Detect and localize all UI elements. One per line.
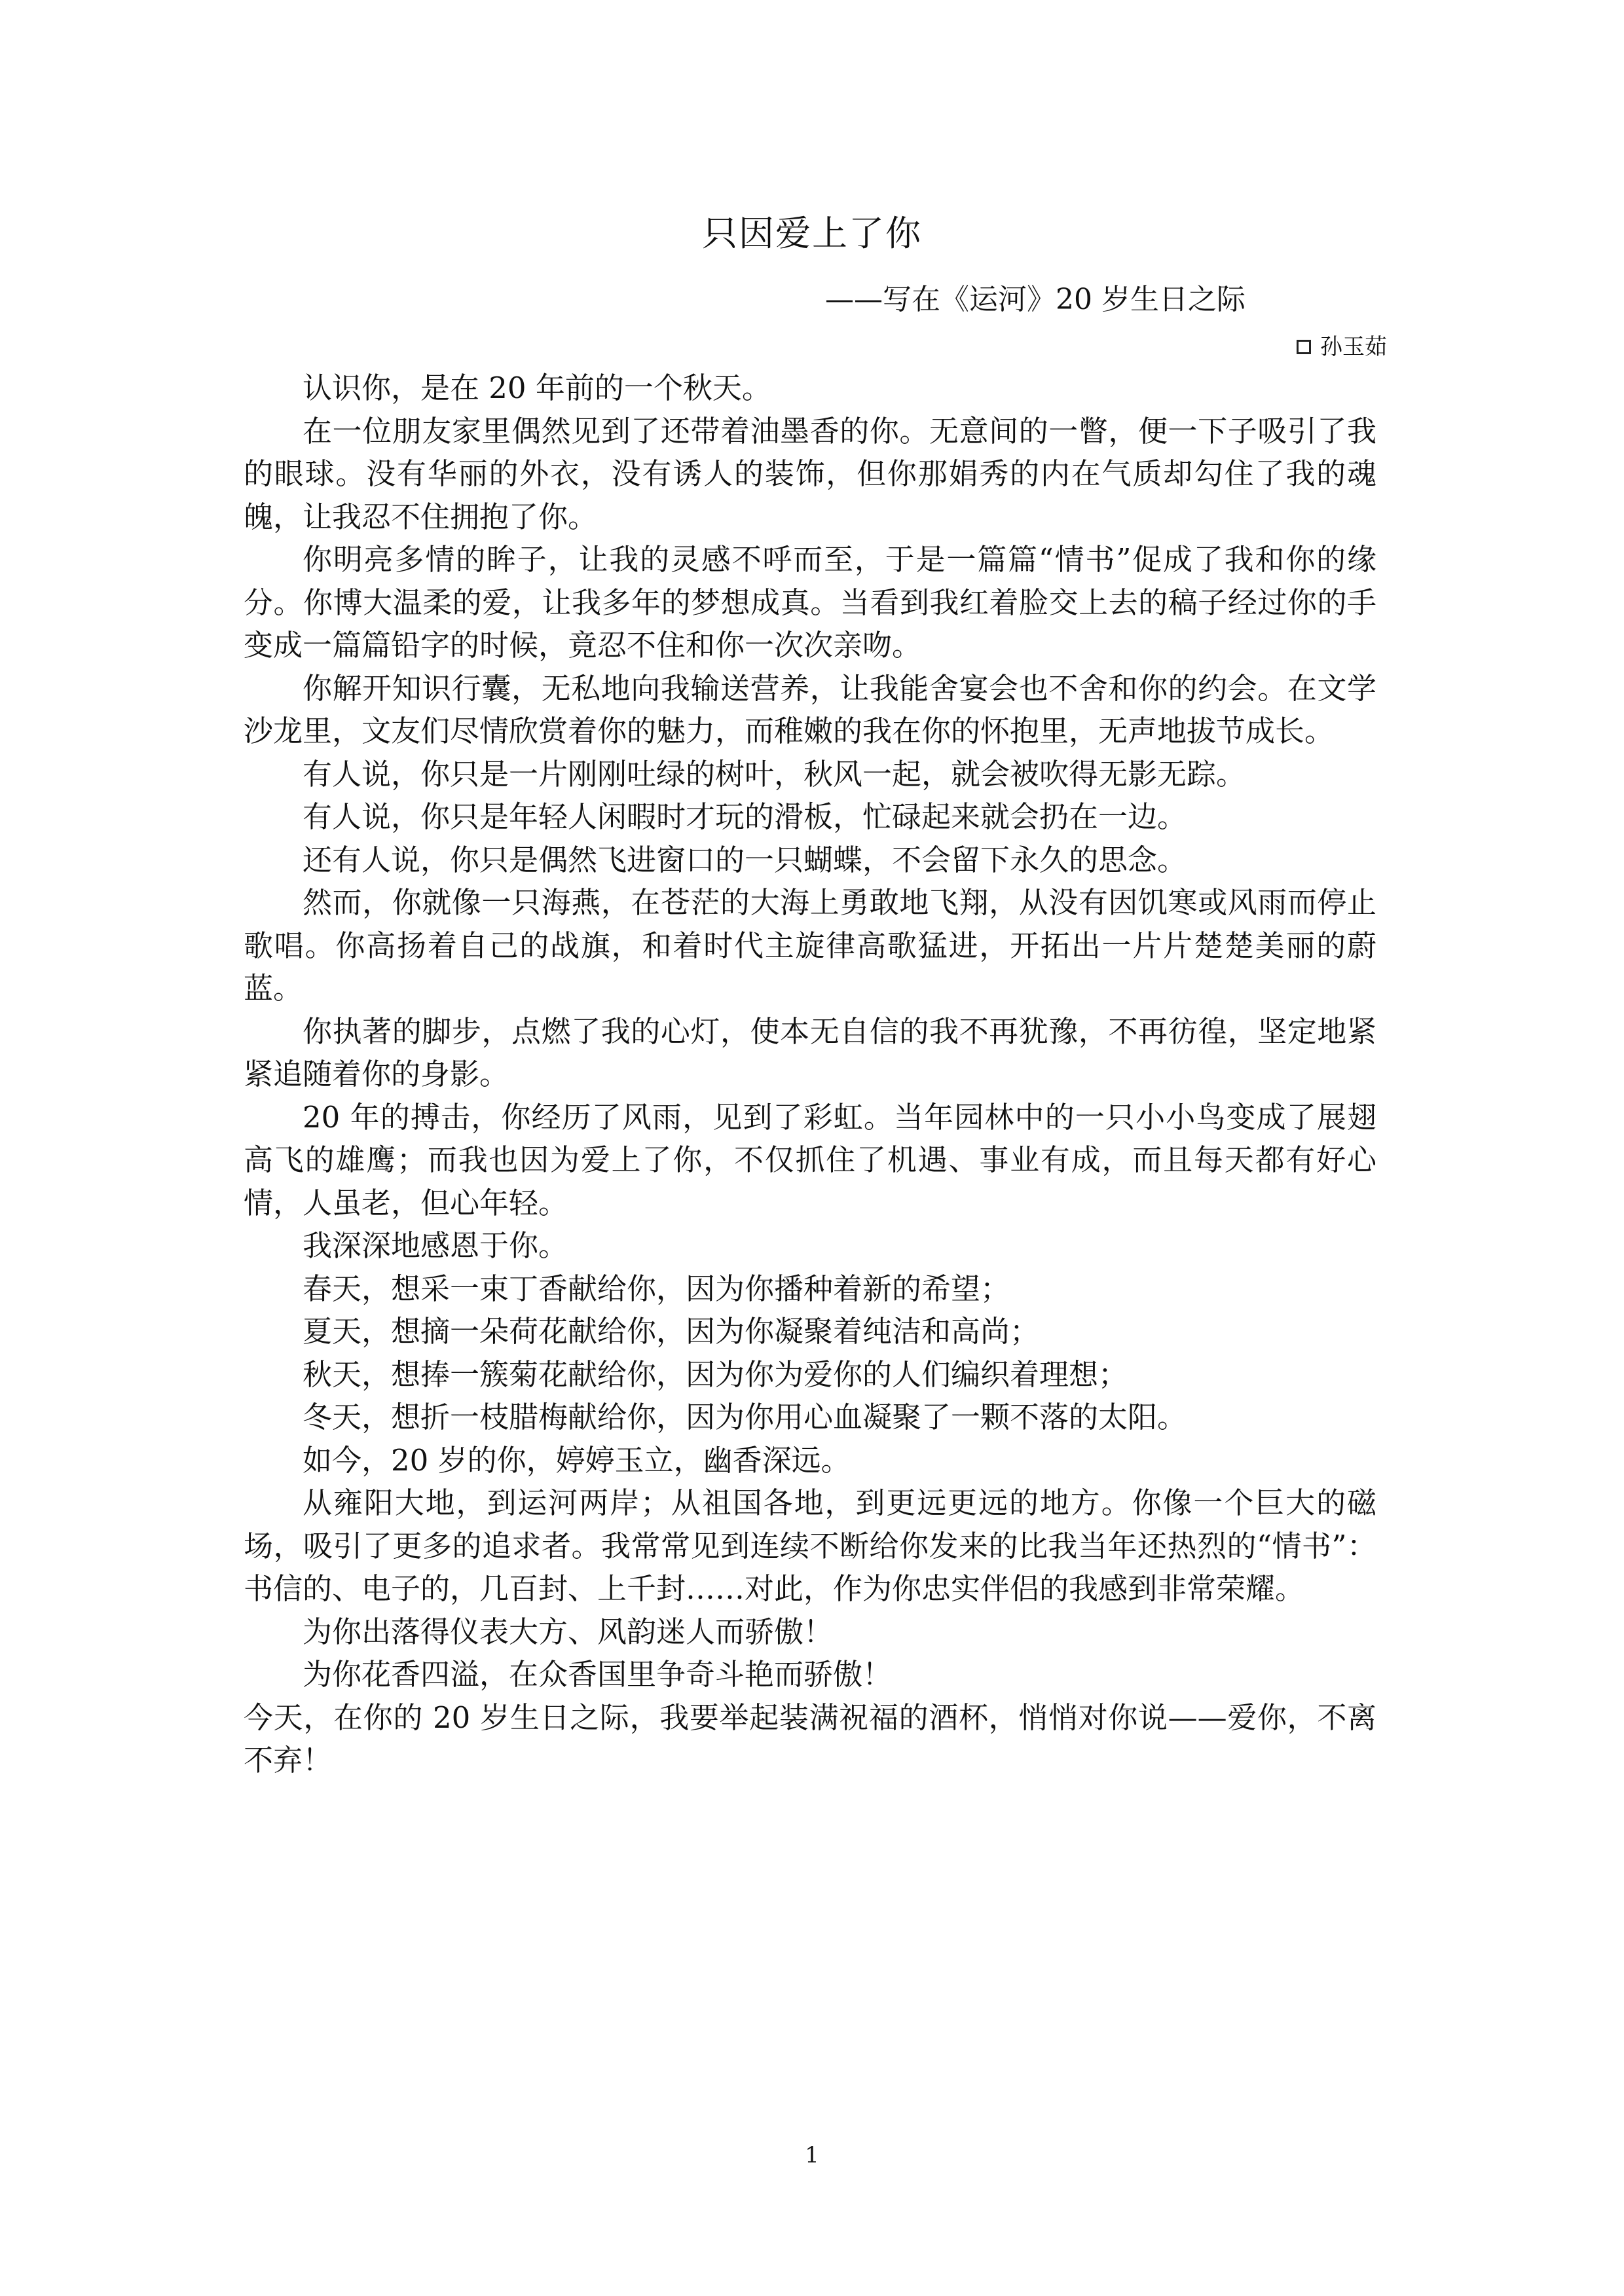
body-paragraph: 如今，20 岁的你，婷婷玉立，幽香深远。 xyxy=(303,1442,851,1478)
page-number: 1 xyxy=(805,2142,819,2168)
author-name: 孙玉茹 xyxy=(1320,334,1387,360)
body-paragraph: 为你花香四溢，在众香国里争奇斗艳而骄傲！ xyxy=(303,1657,893,1692)
article-title: 只因爱上了你 xyxy=(702,213,922,254)
body-paragraph: 有人说，你只是一片刚刚吐绿的树叶，秋风一起，就会被吹得无影无踪。 xyxy=(303,756,1246,792)
closing-paragraph: 今天，在你的 20 岁生日之际，我要举起装满祝福的酒杯，悄悄对你说——爱你，不离不弃！ xyxy=(244,1700,1376,1777)
body-paragraph: 认识你，是在 20 年前的一个秋天。 xyxy=(303,371,771,405)
body-paragraph: 你解开知识行囊，无私地向我输送营养，让我能舍宴会也不舍和你的约会。在文学沙龙里，文友们尽情欣赏着你的魅力，而稚嫩的我在你的怀抱里，无声地拔节成长。 xyxy=(244,670,1376,748)
body-paragraph: 在一位朋友家里偶然见到了还带着油墨香的你。无意间的一瞥，便一下子吸引了我的眼球。没有华丽的外衣，没有诱人的装饰，但你那娟秀的内在气质却勾住了我的魂魄，让我忍不住拥抱了你。 xyxy=(244,413,1376,534)
body-paragraph: 你明亮多情的眸子，让我的灵感不呼而至，于是一篇篇“情书”促成了我和你的缘分。你博大温柔的爱，让我多年的梦想成真。当看到我红着脸交上去的稿子经过你的手变成一篇篇铅字的时候，竟忍不住和你一次次亲吻。 xyxy=(244,542,1376,663)
article-subtitle: ——写在《运河》20 岁生日之际 xyxy=(825,283,1246,316)
body-paragraph: 秋天，想捧一簇菊花献给你，因为你为爱你的人们编织着理想； xyxy=(303,1357,1128,1392)
body-paragraph: 从雍阳大地，到运河两岸；从祖国各地，到更远更远的地方。你像一个巨大的磁场，吸引了更多的追求者。我常常见到连续不断给你发来的比我当年还热烈的“情书”：书信的、电子的，几百封、上千封……对此，作为你忠实伴侣的我感到非常荣耀。 xyxy=(244,1485,1376,1606)
body-paragraph: 夏天，想摘一朵荷花献给你，因为你凝聚着纯洁和高尚； xyxy=(303,1314,1040,1349)
body-paragraph: 20 年的搏击，你经历了风雨，见到了彩虹。当年园林中的一只小小鸟变成了展翅高飞的雄鹰；而我也因为爱上了你，不仅抓住了机遇、事业有成，而且每天都有好心情，人虽老，但心年轻。 xyxy=(244,1099,1376,1220)
body-paragraph: 有人说，你只是年轻人闲暇时才玩的滑板，忙碌起来就会扔在一边。 xyxy=(303,799,1187,834)
article-body xyxy=(244,367,1376,1782)
body-paragraph: 春天，想采一束丁香献给你，因为你播种着新的希望； xyxy=(303,1271,1010,1306)
body-paragraph: 还有人说，你只是偶然飞进窗口的一只蝴蝶，不会留下永久的思念。 xyxy=(303,842,1187,877)
body-paragraph: 冬天，想折一枝腊梅献给你，因为你用心血凝聚了一颗不落的太阳。 xyxy=(303,1400,1187,1434)
body-paragraph: 我深深地感恩于你。 xyxy=(303,1228,568,1263)
body-paragraph: 然而，你就像一只海燕，在苍茫的大海上勇敢地飞翔，从没有因饥寒或风雨而停止歌唱。你高扬着自己的战旗，和着时代主旋律高歌猛进，开拓出一片片楚楚美丽的蔚蓝。 xyxy=(244,885,1376,1006)
body-paragraph: 你执著的脚步，点燃了我的心灯，使本无自信的我不再犹豫，不再彷徨，坚定地紧紧追随着你的身影。 xyxy=(244,1013,1376,1091)
body-paragraph: 为你出落得仪表大方、风韵迷人而骄傲！ xyxy=(303,1614,834,1649)
box-bullet-icon xyxy=(1297,340,1311,354)
author-byline xyxy=(1297,331,1387,363)
